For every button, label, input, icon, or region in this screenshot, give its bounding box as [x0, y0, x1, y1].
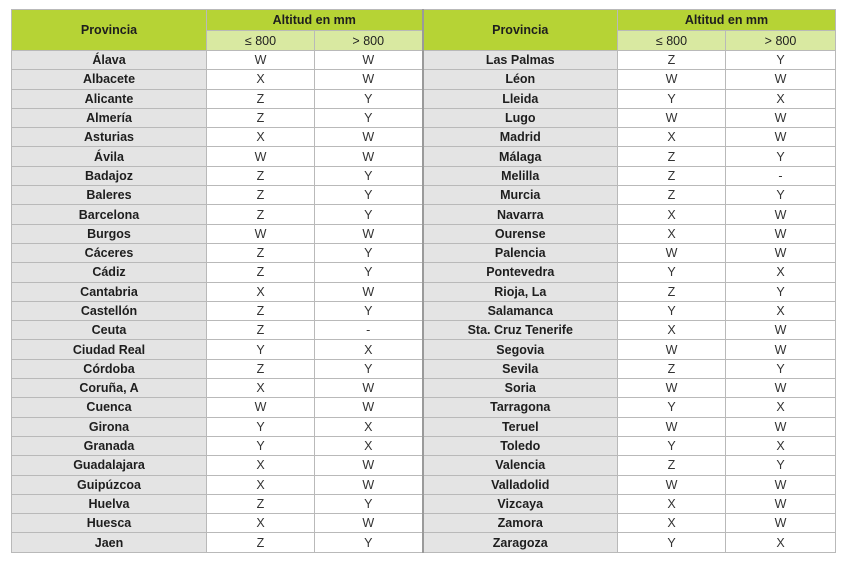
province-name-right: Segovia	[423, 340, 618, 359]
province-name-left: Huelva	[12, 494, 207, 513]
province-name-right: Tarragona	[423, 398, 618, 417]
low-altitude-zone-right: Z	[618, 359, 726, 378]
table-row	[12, 514, 836, 533]
high-altitude-header-left: > 800	[315, 31, 423, 51]
province-name-left: Granada	[12, 436, 207, 455]
province-name-right: Sta. Cruz Tenerife	[423, 321, 618, 340]
province-name-left: Baleres	[12, 186, 207, 205]
low-altitude-zone-right: Y	[618, 89, 726, 108]
table-row	[12, 243, 836, 262]
altitude-header-right: Altitud en mm	[618, 10, 836, 31]
province-name-left: Huesca	[12, 514, 207, 533]
low-altitude-zone-left: X	[207, 456, 315, 475]
low-altitude-zone-left: X	[207, 379, 315, 398]
high-altitude-zone-left: Y	[315, 301, 423, 320]
high-altitude-zone-left: -	[315, 321, 423, 340]
low-altitude-zone-left: W	[207, 224, 315, 243]
high-altitude-zone-left: W	[315, 456, 423, 475]
high-altitude-zone-right: X	[726, 89, 836, 108]
high-altitude-zone-left: Y	[315, 108, 423, 127]
high-altitude-zone-right: Y	[726, 359, 836, 378]
low-altitude-zone-left: X	[207, 282, 315, 301]
province-name-right: Murcia	[423, 186, 618, 205]
low-altitude-zone-right: X	[618, 321, 726, 340]
province-name-right: Las Palmas	[423, 51, 618, 70]
province-name-left: Girona	[12, 417, 207, 436]
table-row	[12, 398, 836, 417]
province-name-left: Burgos	[12, 224, 207, 243]
province-name-left: Ceuta	[12, 321, 207, 340]
high-altitude-zone-left: W	[315, 475, 423, 494]
table-row	[12, 224, 836, 243]
province-name-left: Barcelona	[12, 205, 207, 224]
high-altitude-zone-right: W	[726, 321, 836, 340]
low-altitude-zone-left: X	[207, 70, 315, 89]
table-row	[12, 89, 836, 108]
low-altitude-zone-left: Y	[207, 436, 315, 455]
low-altitude-zone-left: Z	[207, 108, 315, 127]
table-row	[12, 359, 836, 378]
high-altitude-zone-right: X	[726, 301, 836, 320]
high-altitude-zone-left: X	[315, 436, 423, 455]
province-name-left: Guadalajara	[12, 456, 207, 475]
low-altitude-zone-left: Z	[207, 166, 315, 185]
high-altitude-zone-right: W	[726, 70, 836, 89]
low-altitude-zone-right: X	[618, 494, 726, 513]
high-altitude-zone-right: X	[726, 263, 836, 282]
low-altitude-zone-left: X	[207, 475, 315, 494]
high-altitude-zone-right: X	[726, 533, 836, 552]
table-row	[12, 533, 836, 552]
province-name-left: Cáceres	[12, 243, 207, 262]
province-name-right: Zaragoza	[423, 533, 618, 552]
high-altitude-zone-left: X	[315, 417, 423, 436]
high-altitude-zone-left: Y	[315, 166, 423, 185]
low-altitude-zone-left: X	[207, 128, 315, 147]
low-altitude-zone-left: W	[207, 147, 315, 166]
high-altitude-zone-left: Y	[315, 263, 423, 282]
province-name-left: Alicante	[12, 89, 207, 108]
low-altitude-zone-left: Y	[207, 340, 315, 359]
low-altitude-header-right: ≤ 800	[618, 31, 726, 51]
high-altitude-zone-right: Y	[726, 147, 836, 166]
altitude-header-left: Altitud en mm	[207, 10, 423, 31]
province-name-left: Cantabria	[12, 282, 207, 301]
province-name-right: Ourense	[423, 224, 618, 243]
high-altitude-zone-left: W	[315, 128, 423, 147]
high-altitude-zone-left: W	[315, 514, 423, 533]
table-row	[12, 475, 836, 494]
province-name-left: Córdoba	[12, 359, 207, 378]
table-row	[12, 436, 836, 455]
low-altitude-zone-left: Y	[207, 417, 315, 436]
table-row	[12, 321, 836, 340]
province-name-right: Salamanca	[423, 301, 618, 320]
province-name-left: Ciudad Real	[12, 340, 207, 359]
province-name-right: Rioja, La	[423, 282, 618, 301]
high-altitude-header-right: > 800	[726, 31, 836, 51]
low-altitude-zone-right: Z	[618, 456, 726, 475]
province-name-right: Teruel	[423, 417, 618, 436]
province-name-right: Valencia	[423, 456, 618, 475]
low-altitude-zone-left: W	[207, 398, 315, 417]
low-altitude-zone-right: W	[618, 108, 726, 127]
low-altitude-zone-right: W	[618, 70, 726, 89]
low-altitude-zone-right: Y	[618, 301, 726, 320]
low-altitude-zone-left: Z	[207, 359, 315, 378]
province-name-left: Castellón	[12, 301, 207, 320]
province-name-right: Madrid	[423, 128, 618, 147]
low-altitude-zone-left: Z	[207, 494, 315, 513]
low-altitude-zone-right: Z	[618, 166, 726, 185]
low-altitude-header-left: ≤ 800	[207, 31, 315, 51]
low-altitude-zone-right: Y	[618, 398, 726, 417]
province-name-right: Toledo	[423, 436, 618, 455]
climate-zone-table	[11, 9, 836, 553]
high-altitude-zone-left: W	[315, 147, 423, 166]
high-altitude-zone-right: W	[726, 128, 836, 147]
province-header-left: Provincia	[12, 10, 207, 51]
high-altitude-zone-left: Y	[315, 494, 423, 513]
low-altitude-zone-right: W	[618, 340, 726, 359]
province-header-right: Provincia	[423, 10, 618, 51]
table-row	[12, 417, 836, 436]
province-name-right: Lugo	[423, 108, 618, 127]
high-altitude-zone-left: Y	[315, 533, 423, 552]
low-altitude-zone-left: X	[207, 514, 315, 533]
low-altitude-zone-left: Z	[207, 205, 315, 224]
province-name-left: Albacete	[12, 70, 207, 89]
low-altitude-zone-right: X	[618, 224, 726, 243]
high-altitude-zone-left: Y	[315, 243, 423, 262]
high-altitude-zone-right: X	[726, 436, 836, 455]
high-altitude-zone-right: X	[726, 398, 836, 417]
low-altitude-zone-right: Z	[618, 51, 726, 70]
high-altitude-zone-right: W	[726, 340, 836, 359]
high-altitude-zone-right: Y	[726, 282, 836, 301]
province-name-left: Asturias	[12, 128, 207, 147]
high-altitude-zone-left: W	[315, 282, 423, 301]
high-altitude-zone-right: W	[726, 243, 836, 262]
high-altitude-zone-right: W	[726, 494, 836, 513]
low-altitude-zone-right: Z	[618, 186, 726, 205]
table-row	[12, 494, 836, 513]
province-name-right: Vizcaya	[423, 494, 618, 513]
table-body	[12, 51, 836, 553]
high-altitude-zone-left: W	[315, 70, 423, 89]
low-altitude-zone-right: W	[618, 379, 726, 398]
high-altitude-zone-right: Y	[726, 456, 836, 475]
table-row	[12, 301, 836, 320]
high-altitude-zone-left: Y	[315, 205, 423, 224]
province-name-left: Jaen	[12, 533, 207, 552]
province-name-right: Lleida	[423, 89, 618, 108]
low-altitude-zone-left: Z	[207, 533, 315, 552]
province-name-left: Almería	[12, 108, 207, 127]
low-altitude-zone-right: W	[618, 475, 726, 494]
high-altitude-zone-right: W	[726, 224, 836, 243]
high-altitude-zone-left: W	[315, 379, 423, 398]
low-altitude-zone-right: X	[618, 514, 726, 533]
low-altitude-zone-right: X	[618, 205, 726, 224]
low-altitude-zone-right: Z	[618, 147, 726, 166]
high-altitude-zone-right: Y	[726, 51, 836, 70]
table-row	[12, 186, 836, 205]
high-altitude-zone-right: W	[726, 475, 836, 494]
low-altitude-zone-left: Z	[207, 321, 315, 340]
table-row	[12, 108, 836, 127]
low-altitude-zone-right: W	[618, 417, 726, 436]
high-altitude-zone-right: W	[726, 205, 836, 224]
high-altitude-zone-right: W	[726, 514, 836, 533]
table-row	[12, 147, 836, 166]
province-name-right: Palencia	[423, 243, 618, 262]
province-name-left: Ávila	[12, 147, 207, 166]
high-altitude-zone-right: W	[726, 108, 836, 127]
low-altitude-zone-left: Z	[207, 186, 315, 205]
table-row	[12, 166, 836, 185]
low-altitude-zone-left: Z	[207, 89, 315, 108]
low-altitude-zone-right: Z	[618, 282, 726, 301]
table-row	[12, 282, 836, 301]
low-altitude-zone-left: Z	[207, 263, 315, 282]
province-name-right: Valladolid	[423, 475, 618, 494]
high-altitude-zone-left: W	[315, 224, 423, 243]
province-name-left: Cádiz	[12, 263, 207, 282]
high-altitude-zone-left: W	[315, 51, 423, 70]
high-altitude-zone-right: W	[726, 417, 836, 436]
low-altitude-zone-left: Z	[207, 301, 315, 320]
low-altitude-zone-left: W	[207, 51, 315, 70]
low-altitude-zone-right: Y	[618, 436, 726, 455]
low-altitude-zone-right: X	[618, 128, 726, 147]
table-row	[12, 128, 836, 147]
high-altitude-zone-left: Y	[315, 89, 423, 108]
table-row	[12, 70, 836, 89]
province-name-left: Badajoz	[12, 166, 207, 185]
table-row	[12, 205, 836, 224]
high-altitude-zone-left: Y	[315, 186, 423, 205]
table-row	[12, 456, 836, 475]
low-altitude-zone-right: Y	[618, 533, 726, 552]
table-header	[12, 10, 836, 51]
province-name-right: Navarra	[423, 205, 618, 224]
province-name-right: Málaga	[423, 147, 618, 166]
low-altitude-zone-left: Z	[207, 243, 315, 262]
high-altitude-zone-left: Y	[315, 359, 423, 378]
province-name-right: Pontevedra	[423, 263, 618, 282]
table-row	[12, 340, 836, 359]
province-name-left: Cuenca	[12, 398, 207, 417]
high-altitude-zone-left: X	[315, 340, 423, 359]
low-altitude-zone-right: Y	[618, 263, 726, 282]
high-altitude-zone-right: W	[726, 379, 836, 398]
province-name-right: Léon	[423, 70, 618, 89]
province-name-left: Álava	[12, 51, 207, 70]
province-name-right: Sevila	[423, 359, 618, 378]
province-name-right: Melilla	[423, 166, 618, 185]
province-name-left: Coruña, A	[12, 379, 207, 398]
table-row	[12, 379, 836, 398]
province-name-right: Zamora	[423, 514, 618, 533]
table-row	[12, 263, 836, 282]
table-row	[12, 51, 836, 70]
low-altitude-zone-right: W	[618, 243, 726, 262]
province-name-right: Soria	[423, 379, 618, 398]
high-altitude-zone-right: -	[726, 166, 836, 185]
high-altitude-zone-left: W	[315, 398, 423, 417]
high-altitude-zone-right: Y	[726, 186, 836, 205]
province-name-left: Guipúzcoa	[12, 475, 207, 494]
